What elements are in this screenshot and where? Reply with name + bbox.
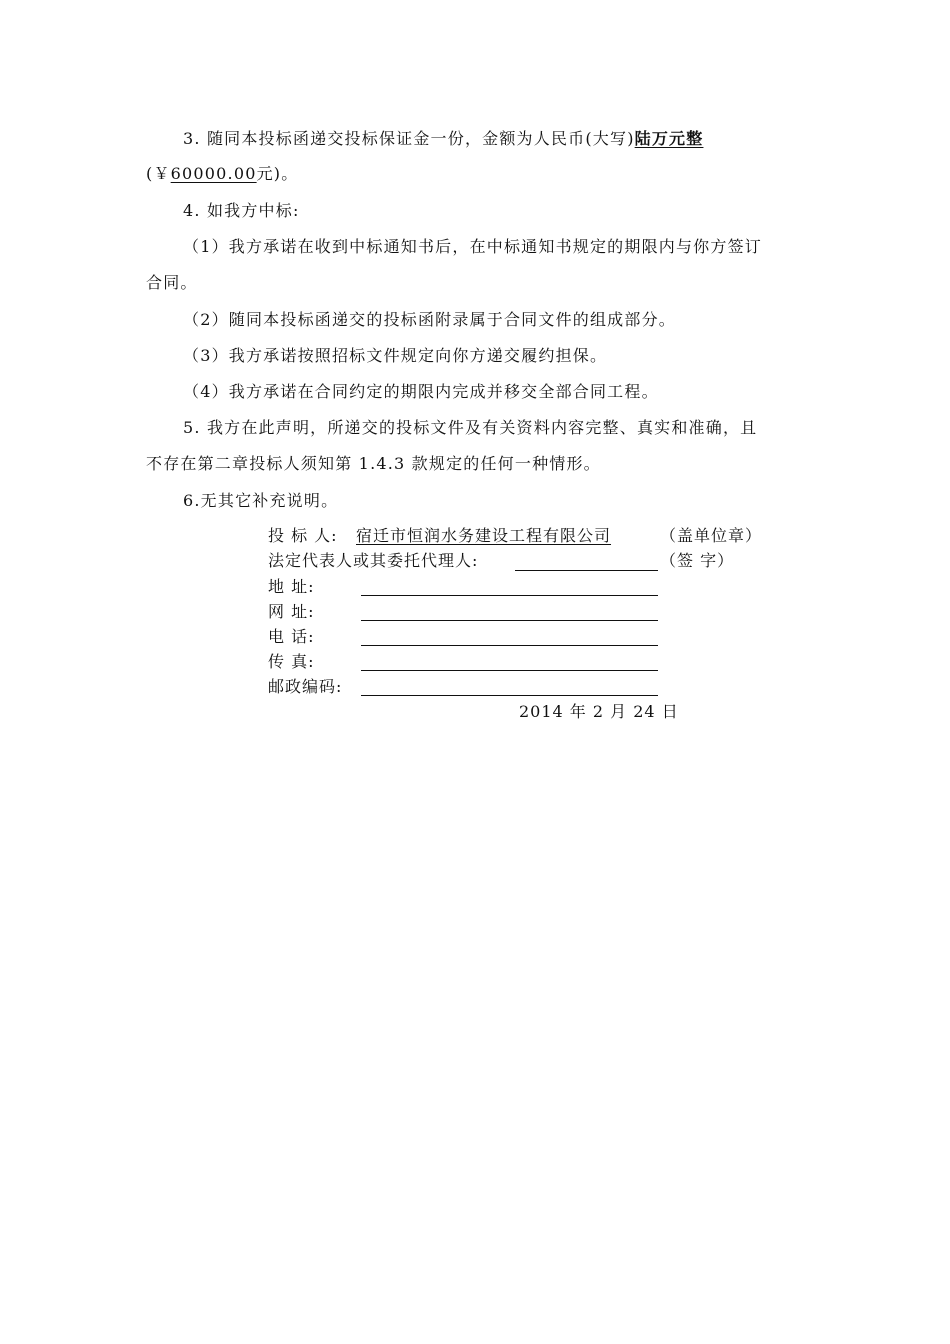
clause-3-line-1 — [183, 129, 703, 149]
amount-in-numbers: 60000.00 — [170, 164, 257, 183]
bidder-name: 宿迁市恒润水务建设工程有限公司 — [356, 526, 612, 545]
amount-close: 元)。 — [256, 164, 299, 183]
amount-in-words: 陆万元整 — [634, 129, 704, 148]
postcode-line — [361, 695, 658, 696]
phone-label: 电 话: — [268, 627, 315, 646]
clause-4-4: （4）我方承诺在合同约定的期限内完成并移交全部合同工程。 — [183, 382, 659, 401]
representative-signature-line — [515, 570, 658, 571]
clause-4-3: （3）我方承诺按照招标文件规定向你方递交履约担保。 — [183, 346, 608, 365]
signing-date: 2014 年 2 月 24 日 — [519, 702, 679, 721]
fax-label: 传 真: — [268, 652, 315, 671]
bidder-label: 投 标 人: — [268, 526, 338, 545]
clause-6: 6.无其它补充说明。 — [183, 491, 339, 510]
website-label: 网 址: — [268, 602, 315, 621]
address-label: 地 址: — [268, 577, 315, 596]
clause-4: 4. 如我方中标: — [183, 201, 300, 220]
clause-3-line-2 — [146, 164, 298, 184]
clause-3-text: 3. 随同本投标函递交投标保证金一份，金额为人民币(大写) — [183, 129, 635, 148]
clause-4-1-line-1: （1）我方承诺在收到中标通知书后，在中标通知书规定的期限内与你方签订 — [183, 237, 762, 256]
phone-line — [361, 645, 658, 646]
amount-open: (￥ — [146, 164, 171, 183]
clause-5-line-1: 5. 我方在此声明，所递交的投标文件及有关资料内容完整、真实和准确，且 — [183, 418, 758, 437]
postcode-label: 邮政编码: — [268, 677, 343, 696]
clause-4-1-line-2: 合同。 — [146, 273, 198, 292]
website-line — [361, 620, 658, 621]
fax-line — [361, 670, 658, 671]
representative-label: 法定代表人或其委托代理人: — [268, 551, 479, 570]
signature-note: （签 字） — [660, 551, 735, 570]
clause-5-line-2: 不存在第二章投标人须知第 1.4.3 款规定的任何一种情形。 — [146, 454, 601, 473]
bidder-seal-note: （盖单位章） — [660, 526, 763, 545]
clause-4-2: （2）随同本投标函递交的投标函附录属于合同文件的组成部分。 — [183, 310, 676, 329]
address-line — [361, 595, 658, 596]
